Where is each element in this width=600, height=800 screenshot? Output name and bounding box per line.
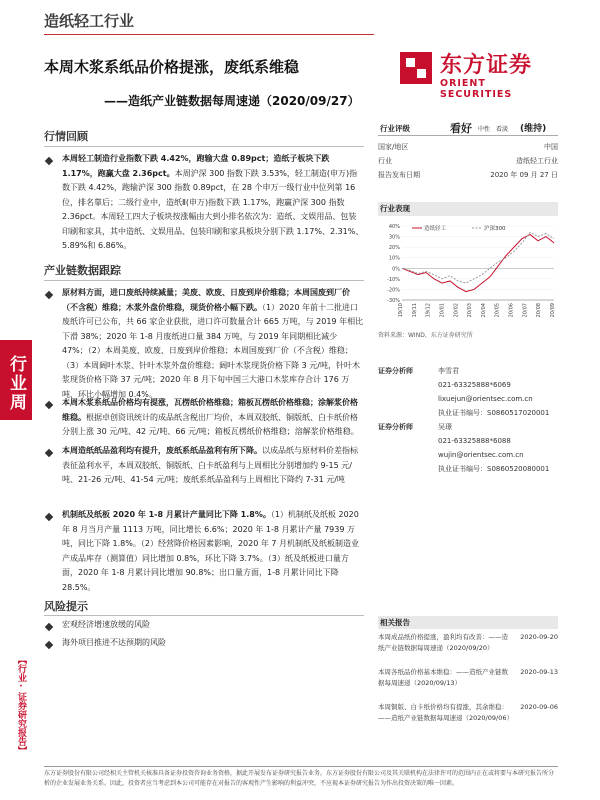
report-title: 本周木浆系纸品价格提涨，废纸系维稳 <box>44 58 300 76</box>
y-tick-label: 0% <box>392 266 400 273</box>
x-tick-label: 20/08 <box>536 303 543 318</box>
p4-bold: 机制纸及纸板 2020 年 1-8 月累计产量同比下降 1.8%。 <box>62 510 271 519</box>
p4-text: （1）机制纸及纸板 2020 年 8 月当月产量 1113 万吨，同比增长 6.6%；2020 年 1-8 月累计产量 7939 万吨，同比下降 1.8%。（2）经营降价格因素影响，2020 年 7 月机制纸及纸板制造业产成品库存（测算值）同比增加 0.8%，环比下降 3.7%。（3）纸及纸板进口量方面，2020 年 1-8 月累计同比增加 90.8%；出口量方面，1-8 月累计同比下降 28.5%。 <box>62 510 360 592</box>
market-section-title: 行情回顾 <box>44 130 88 143</box>
p2-text: 根据卓创资讯统计的成品纸含税出厂均价，本周双胶纸、铜版纸、白卡纸价格分别上涨 30 元/吨、42 元/吨、66 元/吨；箱板瓦楞纸价格维稳；溶解浆价格维稳。 <box>62 412 359 436</box>
section-divider <box>44 615 364 616</box>
industry-title: 造纸轻工行业 <box>44 12 135 30</box>
date-value: 2020 年 09 月 27 日 <box>490 171 558 179</box>
p1-bold: 原材料方面，进口废纸持续减量；美废、欧废、日废到岸价维稳；本周国废到厂价（不含税）维稳；木浆外盘价维稳，现货价格小幅下跌。 <box>62 288 350 312</box>
industry-label: 行业 <box>378 157 392 165</box>
date-row <box>378 170 558 180</box>
chain-paragraph-2 <box>62 396 364 440</box>
x-tick-label: 20/07 <box>522 303 529 318</box>
p1-text: （1）2020 年前十二批进口废纸许可已公布，共 66 家企业获批，进口许可数量合计 665 万吨，与 2019 年相比下滑 38%；2020 年 1-8 月废纸进口量 384 万吨，与 2019 年同期相比减少 47%；（2）本周美废、欧废、日废到岸价维稳；本周国废到厂价（不含税）维稳；（3）本周阔叶木浆、针叶木浆外盘价维稳；阔叶木浆现货价格下降 3 元/吨，针叶木浆现货价格下降 37 元/吨；2020 年 8 月下旬中国三大港口木浆库存合计 176 万吨，环比小幅增加 0.4%。 <box>62 302 364 399</box>
analyst-name: 吴璟 <box>438 423 452 431</box>
y-tick-label: 10% <box>388 255 400 262</box>
analyst-email[interactable]: lixuejun@orientsec.com.cn <box>438 395 533 403</box>
date-label: 报告发布日期 <box>378 171 420 179</box>
y-tick-label: -10% <box>387 276 400 283</box>
analyst-email[interactable]: wujin@orientsec.com.cn <box>438 451 524 459</box>
x-tick-label: 20/06 <box>508 303 515 318</box>
chain-paragraph-4 <box>62 508 364 595</box>
footer-divider <box>44 766 558 767</box>
series-line-0 <box>402 234 554 291</box>
p3-bold: 本周造纸纸品盈利均有提升，废纸系纸品盈利有所下降。 <box>62 446 262 455</box>
logo-cn-text: 东方证券 <box>440 53 533 78</box>
market-paragraph <box>62 152 364 254</box>
section-divider <box>44 280 364 281</box>
related-report-1[interactable] <box>378 632 558 653</box>
risk-section-title: 风险提示 <box>44 600 88 613</box>
related-text[interactable]: 本周各纸品价格基本维稳：——造纸产业链数据每周速递（2020/09/13） <box>378 668 508 687</box>
bullet-icon <box>45 157 53 165</box>
sidebar-vertical-label: 【行业·证券研究报告】 <box>16 655 26 755</box>
chart-source: 资料来源：WIND、东方证券研究所 <box>378 332 473 339</box>
related-date: 2020-09-20 <box>520 633 558 641</box>
market-bold: 本周轻工制造行业指数下跌 4.42%，跑输大盘 0.89pct；造纸子板块下跌 1.17%，跑赢大盘 2.36pct。 <box>62 154 330 178</box>
chain-section-title: 产业链数据跟踪 <box>44 264 121 277</box>
industry-row <box>378 156 558 166</box>
y-tick-label: 30% <box>388 234 400 241</box>
chain-paragraph-1 <box>62 286 364 402</box>
x-tick-label: 20/05 <box>494 303 501 318</box>
x-tick-label: 19/11 <box>411 303 418 318</box>
bullet-icon <box>45 513 53 521</box>
analyst-license: 执业证书编号：S0860517020001 <box>438 409 550 417</box>
x-tick-label: 20/09 <box>550 303 556 318</box>
x-tick-label: 20/04 <box>480 303 487 318</box>
footer-disclaimer: 东方证券股份有限公司经相关主管机关核准具备证券投资咨询业务资格，据此开展发布证券研究报告业务。东方证券股份有限公司及其关联机构在法律许可的范围内正在或将要与本研究报告所分析的企业发展业务关系。因此，投资者应当考虑到本公司可能存在对报告的客观性产生影响的利益冲突，不应视本证券研究报告为作出投资决策的唯一因素。 <box>44 770 555 787</box>
x-tick-label: 20/02 <box>453 303 460 318</box>
sidebar-band: 行业周 <box>0 340 32 420</box>
analyst-role: 证券分析师 <box>378 423 413 431</box>
performance-chart <box>378 220 558 326</box>
related-text[interactable]: 本周铜版、白卡纸价格均有提涨，其余维稳：——造纸产业链数据每周速递（2020/09/06） <box>378 703 513 722</box>
industry-value: 造纸轻工行业 <box>516 157 558 165</box>
analyst-phone: 021-63325888*6069 <box>438 381 511 389</box>
x-tick-label: 20/01 <box>439 303 446 318</box>
x-tick-label: 19/10 <box>398 303 404 318</box>
rating-row <box>378 120 558 136</box>
bullet-icon <box>45 401 53 409</box>
chain-paragraph-3 <box>62 444 364 488</box>
x-tick-label: 19/12 <box>425 303 432 318</box>
y-tick-label: 20% <box>388 245 400 252</box>
rating-value: 看好 <box>450 122 472 135</box>
bullet-icon <box>45 449 53 457</box>
related-report-3[interactable] <box>378 702 558 723</box>
related-date: 2020-09-06 <box>520 703 558 711</box>
market-text: 本周沪深 300 指数下跌 3.53%，轻工制造(申万)指数下跌 4.42%，跑输沪深 300 指数 0.89pct，在 28 个申万一级行业中位列第 16 位，排名靠后；二级行业中，造纸Ⅱ(申万)指数下跌 1.17%，跑赢沪深 300 指数 2.36pct。本周轻工四大子板块按涨幅由大到小排名依次为：造纸、文娱用品、包装印刷和家具，其中造纸、文娱用品、包装印刷和家具板块分别下跌 1.17%、2.31%、5.89%和 6.86%。 <box>62 168 364 250</box>
x-tick-label: 20/03 <box>467 303 474 318</box>
y-tick-label: -20% <box>387 287 400 294</box>
related-report-2[interactable] <box>378 667 558 688</box>
related-text[interactable]: 本周成品纸价格提涨，盈利均有改善：——造纸产业链数据每周速递（2020/09/20） <box>378 633 508 652</box>
country-row <box>378 142 558 152</box>
report-subtitle: ——造纸产业链数据每周速递（2020/09/27） <box>104 94 360 108</box>
analyst-name: 李雪君 <box>438 367 459 375</box>
rating-keep: (维持) <box>520 124 547 134</box>
rating-opt-bearish: 看淡 <box>496 126 509 133</box>
chart-title: 行业表现 <box>378 202 558 216</box>
analyst-block-2 <box>378 420 558 476</box>
y-tick-label: 40% <box>388 224 400 230</box>
header-divider <box>44 34 374 35</box>
section-divider <box>44 146 364 147</box>
logo-en-text: ORIENT SECURITIES <box>440 78 513 100</box>
analyst-block-1 <box>378 364 558 420</box>
analyst-phone: 021-63325888*6088 <box>438 437 511 445</box>
orient-logo <box>398 44 558 100</box>
rating-opt-neutral: 中性 <box>478 126 491 133</box>
bullet-icon <box>45 623 53 631</box>
y-tick-label: -30% <box>387 298 400 304</box>
analyst-license: 执业证书编号：S0860520080001 <box>438 465 550 473</box>
country-value: 中国 <box>544 143 558 151</box>
related-date: 2020-09-13 <box>520 668 558 676</box>
legend-label: 沪深300 <box>484 226 506 232</box>
logo-mark-icon <box>398 50 434 86</box>
p2-bold: 本周木浆系纸品价格均有提涨，瓦楞纸价格维稳；箱板瓦楞纸价格维稳；涂解浆价格维稳。 <box>62 398 358 422</box>
rating-label: 行业评级 <box>380 124 410 133</box>
analyst-role: 证券分析师 <box>378 367 413 375</box>
bullet-icon <box>45 291 53 299</box>
country-label: 国家/地区 <box>378 143 409 151</box>
risk-item-1: 宏观经济增速放缓的风险 <box>62 620 150 629</box>
related-reports-title: 相关报告 <box>378 616 558 629</box>
p3-text: 以成品纸与原材料价差指标表征盈利水平，本周双胶纸、铜版纸、白卡纸盈利与上周相比分别增加约 9-15 元/吨、21-26 元/吨、41-54 元/吨；废纸系纸品盈利与上周相比下降约 7-31 元/吨 <box>62 446 358 484</box>
risk-item-2: 海外项目推进不达预期的风险 <box>62 638 166 647</box>
legend-label: 造纸轻工 <box>424 226 447 232</box>
bullet-icon <box>45 641 53 649</box>
